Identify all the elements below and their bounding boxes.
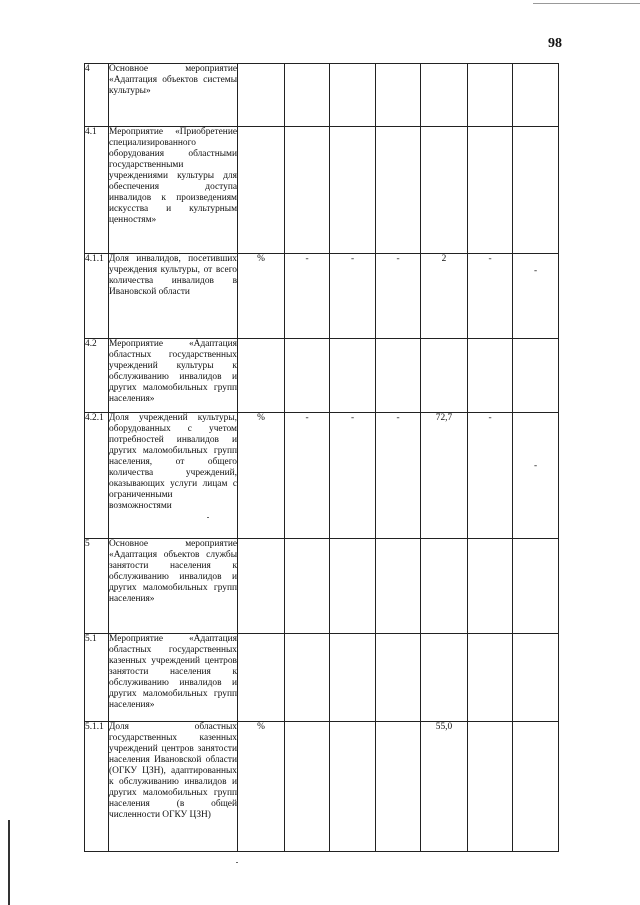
row-description: Доля инвалидов, посетивших учреждения культуры, от всего количества инвалидов в Ивановской области xyxy=(109,254,238,339)
table-row xyxy=(85,339,559,413)
row-description: Основное мероприятие «Адаптация объектов службы занятости населения к обслуживанию инвалидов и других маломобильных групп населения» xyxy=(109,539,238,634)
value-cell xyxy=(421,127,468,254)
value-cell: - xyxy=(468,254,513,339)
row-description: Доля областных государственных казенных учреждений центров занятости населения Ивановской области (ОГКУ ЦЗН), адаптированных к обслуживанию инвалидов и других маломобильных групп населения (в общей численности ОГКУ ЦЗН) xyxy=(109,722,238,852)
unit-cell xyxy=(238,339,285,413)
value-cell: - xyxy=(376,413,421,539)
value-cell xyxy=(513,339,559,413)
value-cell xyxy=(468,339,513,413)
value-cell xyxy=(468,64,513,127)
unit-cell xyxy=(238,539,285,634)
value-cell xyxy=(376,634,421,722)
unit-cell xyxy=(238,634,285,722)
unit-cell: % xyxy=(238,254,285,339)
value-cell xyxy=(376,64,421,127)
table-row xyxy=(85,127,559,254)
row-number: 5 xyxy=(85,539,109,634)
value-cell: - xyxy=(285,413,330,539)
value-cell xyxy=(285,64,330,127)
row-description: Основное мероприятие «Адаптация объектов системы культуры» xyxy=(109,64,238,127)
value-cell: 55,0 xyxy=(421,722,468,852)
indicators-table xyxy=(84,63,559,852)
row-number: 5.1.1 xyxy=(85,722,109,852)
value-cell xyxy=(376,722,421,852)
value-cell xyxy=(513,634,559,722)
value-cell xyxy=(468,539,513,634)
value-cell xyxy=(330,64,376,127)
value-cell xyxy=(468,127,513,254)
value-cell: - xyxy=(330,413,376,539)
row-number: 4 xyxy=(85,64,109,127)
value-cell xyxy=(330,127,376,254)
row-description: Мероприятие «Адаптация областных государственных учреждений культуры к обслуживанию инвалидов и других маломобильных групп населения» xyxy=(109,339,238,413)
unit-cell xyxy=(238,64,285,127)
value-cell xyxy=(330,539,376,634)
row-description: Мероприятие «Адаптация областных государственных казенных учреждений центров занятости населения к обслуживанию инвалидов и других маломобильных групп населения» xyxy=(109,634,238,722)
value-cell: 72,7 xyxy=(421,413,468,539)
value-cell: - xyxy=(513,413,559,539)
value-cell: - xyxy=(468,413,513,539)
value-cell xyxy=(513,64,559,127)
row-description: Доля учреждений культуры, оборудованных с учетом потребностей инвалидов и других маломобильных групп населения, от общего количества учреждений, оказывающих услуги лицам с ограниченными возможностями xyxy=(109,413,238,539)
value-cell xyxy=(513,539,559,634)
binding-mark xyxy=(8,820,10,905)
scan-speck xyxy=(207,517,209,518)
value-cell xyxy=(376,127,421,254)
value-cell xyxy=(330,634,376,722)
value-cell: 2 xyxy=(421,254,468,339)
row-number: 4.2 xyxy=(85,339,109,413)
top-edge-line xyxy=(533,3,640,4)
table-row xyxy=(85,539,559,634)
value-cell xyxy=(285,339,330,413)
value-cell xyxy=(513,127,559,254)
table-row xyxy=(85,64,559,127)
value-cell xyxy=(421,64,468,127)
value-cell xyxy=(330,339,376,413)
value-cell xyxy=(513,722,559,852)
value-cell xyxy=(330,722,376,852)
row-number: 5.1 xyxy=(85,634,109,722)
value-cell xyxy=(421,339,468,413)
scan-speck xyxy=(236,862,238,863)
value-cell xyxy=(376,539,421,634)
table-row xyxy=(85,722,559,852)
table-row xyxy=(85,254,559,339)
row-number: 4.1 xyxy=(85,127,109,254)
unit-cell: % xyxy=(238,722,285,852)
row-number: 4.2.1 xyxy=(85,413,109,539)
unit-cell: % xyxy=(238,413,285,539)
value-cell: - xyxy=(513,254,559,339)
value-cell: - xyxy=(376,254,421,339)
value-cell xyxy=(285,127,330,254)
table-row xyxy=(85,634,559,722)
value-cell xyxy=(421,634,468,722)
value-cell: - xyxy=(285,254,330,339)
value-cell xyxy=(285,722,330,852)
value-cell xyxy=(421,539,468,634)
row-description: Мероприятие «Приобретение специализированного оборудования областными государственными учреждениями культуры для обеспечения доступа инвалидов к произведениям искусства и культурным ценностям» xyxy=(109,127,238,254)
table-row xyxy=(85,413,559,539)
value-cell xyxy=(468,722,513,852)
value-cell xyxy=(285,539,330,634)
row-number: 4.1.1 xyxy=(85,254,109,339)
value-cell: - xyxy=(330,254,376,339)
unit-cell xyxy=(238,127,285,254)
value-cell xyxy=(468,634,513,722)
page-number: 98 xyxy=(548,36,562,51)
value-cell xyxy=(285,634,330,722)
value-cell xyxy=(376,339,421,413)
